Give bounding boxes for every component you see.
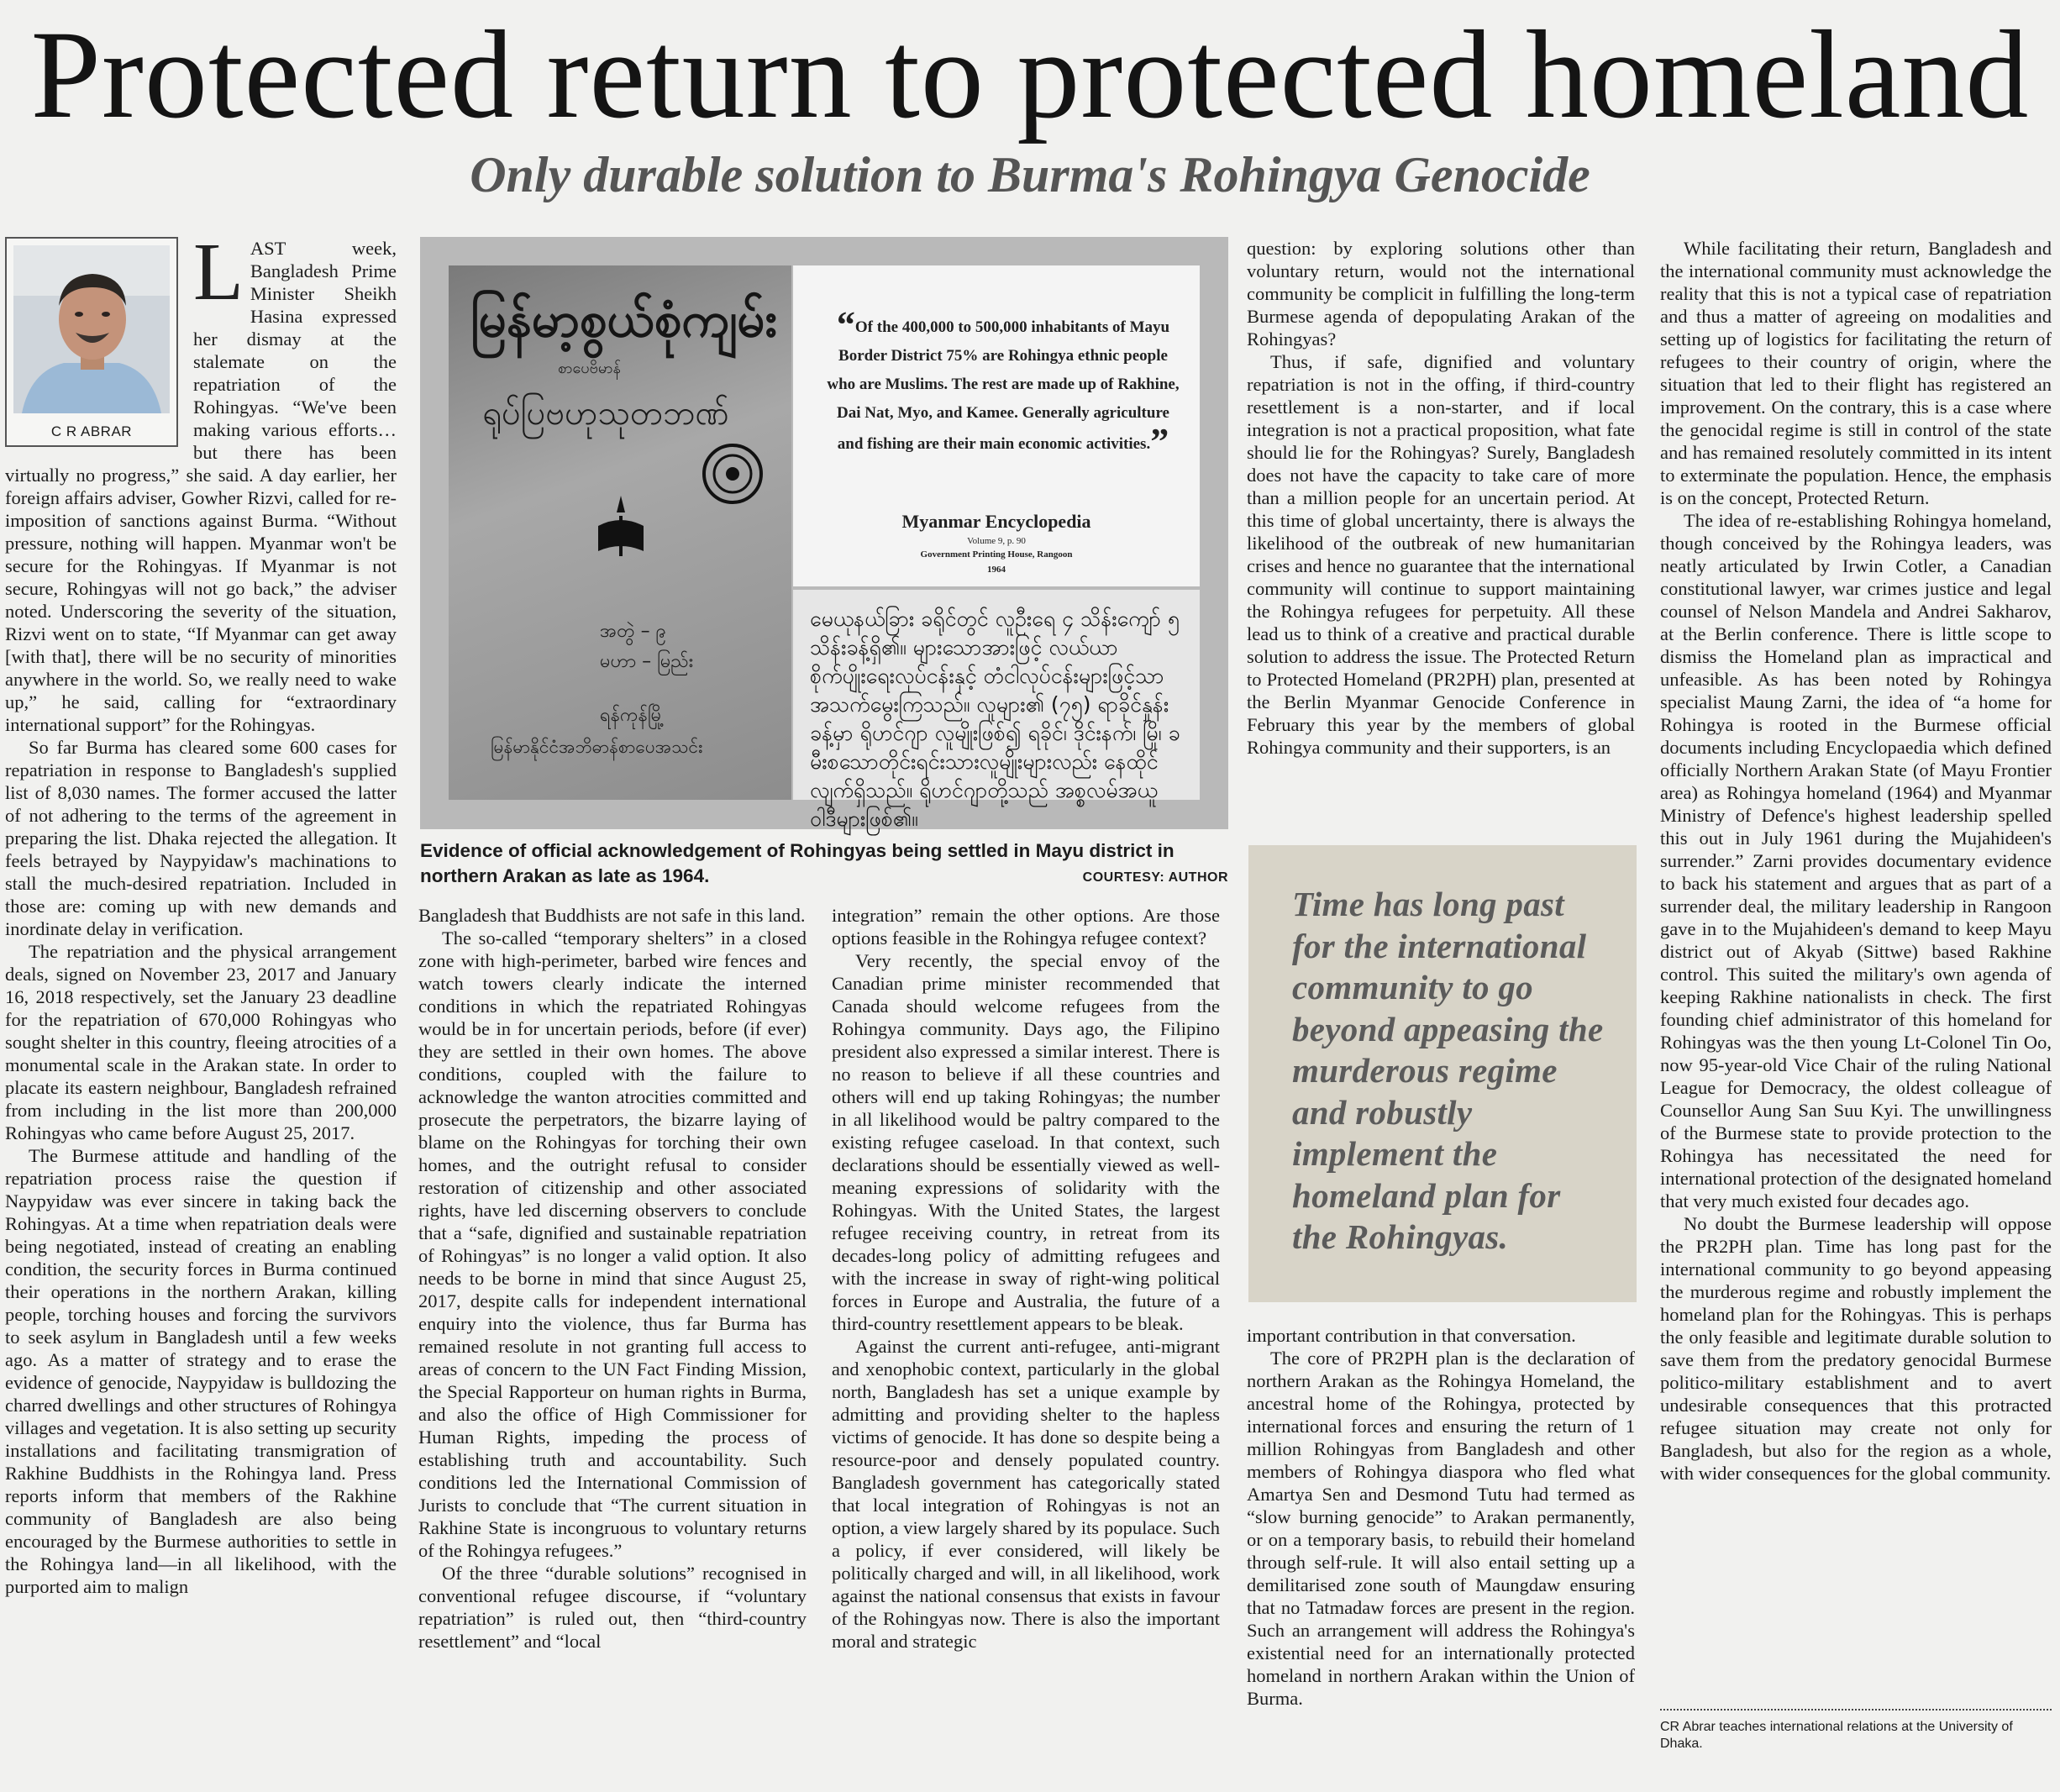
paragraph: The so-called “temporary shelters” in a closed zone with high-perimeter, barbed wire fences and watch towers clearly indicate the interned conditions in which the repatriated Rohingyas would be in for uncertain periods, before (if ever) they are settled in their own homes. The above conditions, coupled with the failure to acknowledge the wanton atrocities committed and prosecute the perpetrators, the bizarre laying of blame on the Rohingyas for torching their own homes, and the outright refusal to consider restoration of citizenship and other associated rights, have led discerning observers to conclude that a “safe, dignified and sustainable repatriation of Rohingyas” is no longer a valid option. It also needs to be borne in mind that since August 25, 2017, despite calls for independent international enquiry into the violence, thus far Burma has remained resolute in not granting full access to areas of concern to the UN Fact Finding Mission, the Special Rapporteur on human rights in Burma, and also the office of High Commissioner for Human Rights, impeding the process of establishing truth and accountability. Such conditions led the International Commission of Jurists to conclude that “The current situation in Rakhine State is incongruous to voluntary returns of the Rohingya refugees.” [418, 928, 807, 1561]
book-subtitle: စာပေဗိမာန် [558, 360, 621, 377]
subheadline: Only durable solution to Burma's Rohingya Genocide [470, 147, 1590, 202]
paragraph: important contribution in that conversation. [1247, 1325, 1576, 1346]
quote-source-year: 1964 [987, 565, 1006, 575]
paragraph: Bangladesh that Buddhists are not safe in this land. [418, 905, 806, 926]
quote-source: Myanmar Encyclopedia [901, 511, 1091, 532]
book-volume: အတွဲ – ၉ [600, 621, 666, 642]
author-photo [13, 245, 170, 413]
paragraph: So far Burma has cleared some 600 cases for repatriation in response to Bangladesh's supplied list of 8,030 names. The former accused the latter of not adhering to the terms of the agreement in preparing the list. Dhaka rejected the allegation. It feels betrayed by Naypyidaw's machinations to stall the much-desired repatriation. Included in those are: coming up with new demands and inordinate delay in verification. [5, 737, 397, 939]
drop-cap: L [193, 227, 244, 318]
quote-text [827, 304, 1180, 462]
book-city: ရန်ကုန်မြို့ [600, 705, 665, 726]
article-column-2 [418, 904, 807, 1653]
quote-source-volume: Volume 9, p. 90 [967, 536, 1026, 546]
pull-quote: Time has long past for the international community to go beyond appeasing the murderous regime and robustly implement the homeland plan for the Rohingyas. [1248, 845, 1637, 1302]
book-title: မြန်မာ့စွယ်စုံကျမ်း [470, 291, 778, 348]
paragraph: The core of PR2PH plan is the declaration of northern Arakan as the Rohingya Homeland, the ancestral home of the Rohingya, protected by international forces and ensuring the return of 1 million Rohingyas from Bangladesh and other members of Rohingya diaspora who fled what Amartya Sen and Desmond Tutu had termed as “slow burning genocide” to Arakan permanently, or on a temporary basis, to rebuild their homeland through self-rule. It will also entail setting up a demilitarised zone south of Maungdaw ensuring that no Tatmadaw forces are present in the region. Such an arrangement will address the Rohingya's existential need for an internationally protected homeland in northern Arakan within the Union of Burma. [1247, 1348, 1635, 1709]
article-column-1 [5, 227, 397, 1598]
quote-close-mark: ” [1150, 421, 1169, 462]
quote-body: Of the 400,000 to 500,000 inhabitants of Mayu Border District 75% are Rohingya ethnic people who are Muslims. The rest are made up of Rakhine, Dai Nat, Myo, and Kamee. Generally agriculture and fishing are their main economic activities. [827, 318, 1180, 453]
paragraph: The repatriation and the physical arrangement deals, signed on November 23, 2017 and January 16, 2018 respectively, set the January 23 deadline for the repatriation of 670,000 Rohingyas who sought shelter in this country, fleeing atrocities of a monumental scale in the Arakan state. In order to placate its eastern neighbour, Bangladesh refrained from including in the list more than 200,000 Rohingyas who came before August 25, 2017. [5, 941, 397, 1143]
paragraph: While facilitating their return, Bangladesh and the international community must acknowledge the reality that this is not a typical case of repatriation and thus a matter of agreeing on modalities and setting up of logistics for facilitating the return of refugees to their country of origin, where the situation that led to their flight has registered an improvement. On the contrary, this is a case where the genocidal regime is still in control of the state and has remained resolutely committed in its intent to exterminate the population. Hence, the emphasis is on the concept, Protected Return. [1660, 238, 2052, 508]
article-column-3 [832, 904, 1220, 1653]
photo-caption: Evidence of official acknowledgement of Rohingyas being settled in Mayu district in northern Arakan as late as 1964. [420, 840, 1175, 886]
article-column-5 [1660, 237, 2052, 1485]
author-byline: C R ABRAR [50, 423, 133, 439]
paragraph: Very recently, the special envoy of the Canadian prime minister recommended that Canada should welcome refugees from the Rohingya community. Days ago, the Filipino president also expressed a similar interest. There is no reason to believe if all these countries and others will end up taking Rohingyas; the number in all likelihood would be paltry compared to the existing refugee caseload. In that context, such declarations should be essentially viewed as well-meaning expressions of solidarity with the Rohingyas. With the United States, the largest refugee receiving country, in retreat from its decades-long policy of admitting refugees and with the increase in sway of right-wing political forces in Europe and Australia, the future of a third-country resettlement appears to be bleak. [832, 950, 1220, 1334]
article-column-4-continued [1247, 1324, 1635, 1710]
paragraph: integration” remain the other options. Are those options feasible in the Rohingya refugee context? [832, 905, 1220, 949]
book-range: မဟာ – မြည်း [600, 651, 694, 672]
quote-open-mark: “ [836, 304, 855, 345]
article-column-4 [1247, 237, 1635, 759]
paragraph: The Burmese attitude and handling of the repatriation process raise the question if Naypyidaw was ever sincere in taking back the Rohingyas. At a time when repatriation deals were being negotiated, instead of creating an enabling condition, the security forces in Burma continued their operations in the northern Arakan, killing people, torching houses and forcing the survivors to seek asylum in Bangladesh until a few weeks ago. As a matter of strategy and to erase the evidence of genocide, Naypyidaw is bulldozing the charred dwellings and other structures of Rohingya villages and vegetation. It is also setting up security installations and facilitating transmigration of Rakhine Buddhists in the Rohingya land. Press reports inform that members of the Rakhine community of Bangladesh are also being encouraged by the Burmese authorities to settle in the Rohingya land—in all likelihood, with the purported aim to malign [5, 1145, 397, 1597]
encyclopedia-cover [449, 265, 791, 800]
paragraph: question: by exploring solutions other than voluntary return, would not the international community be complicit in fulfilling the long-term Burmese agenda of depopulating Arakan of the Rohingyas? [1247, 238, 1635, 349]
author-photo-frame [5, 237, 178, 447]
paragraph: Against the current anti-refugee, anti-migrant and xenophobic context, particularly in the global north, Bangladesh has set a unique example by admitting and providing shelter to the hapless victims of genocide. It has done so despite being a resource-poor and densely populated country. Bangladesh government has categorically stated that local integration of Rohingyas is not an option, a view largely shared by its populace. Such a policy, if ever considered, will likely be politically charged and will, in all likelihood, work against the national consensus that exists in favour of the Rohingyas now. There is also the important moral and strategic [832, 1336, 1220, 1652]
encyclopedia-quote [793, 265, 1200, 586]
evidence-photo [420, 237, 1228, 829]
paragraph: No doubt the Burmese leadership will oppose the PR2PH plan. Time has long past for the international community to go beyond appeasing the murderous regime and robustly implement the homeland plan for the Rohingyas. This is perhaps the only feasible and legitimate durable solution to save them from the predatory genocidal Burmese politico-military establishment and to avert undesirable consequences that this protracted refugee situation may create not only for Bangladesh, but also for the region as a whole, with wider consequences for the global community. [1660, 1213, 2052, 1484]
book-subtitle: ရုပ်ပြဗဟုသုတဘဏ် [482, 394, 729, 433]
headline: Protected return to protected homeland [30, 5, 2030, 145]
divider [1660, 1709, 2052, 1711]
myanmar-text-excerpt: မေယုနယ်ခြား ခရိုင်တွင် လူဦးရေ ၄ သိန်းကျော် ၅ သိန်းခန့်ရှိ၏။ များသောအားဖြင့် လယ်ယာစိုက်ပျိုးရေးလုပ်ငန်းနှင့် တံငါလုပ်ငန်းများဖြင့်သာ အသက်မွေးကြသည်။ လူများ၏ (၇၅) ရာခိုင်နှုန်းခန့်မှာ ရိုဟင်ဂျာ လူမျိုးဖြစ်၍ ရခိုင်၊ ဒိုင်းနက်၊ မြို၊ ခမီးစသောတိုင်းရင်းသားလူမျိုးများလည်း နေထိုင်လျက်ရှိသည်။ ရိုဟင်ဂျာတို့သည် အစ္စလမ်အယူဝါဒီများဖြစ်၏။ [793, 590, 1200, 800]
book-emblem-icon [591, 492, 650, 560]
quote-source-publisher: Government Printing House, Rangoon [920, 549, 1073, 560]
paragraph: The idea of re-establishing Rohingya homeland, though conceived by the Rohingya leaders, was neatly articulated by Irwin Cotler, a Canadian constitutional lawyer, war crimes justice and legal counsel of Nelson Mandela and Andrei Sakharov, at the Berlin conference. There is little scope to dismiss the Homeland plan as impractical and unfeasible. As has been noted by Rohingya specialist Maung Zarni, the idea of “a home for Rohingya is rooted in the Burmese official documents including Encyclopaedia which defined officially Northern Arakan State (of Mayu Frontier area) as Rohingya homeland (1964) and Myanmar Ministry of Defence's highest leadership spelled this out in July 1961 during the Mujahideen's surrender.” Zarni provides documentary evidence to back his statement and argues that as part of a surrender deal, the military leadership in Rangoon gave in to the Mujahideen's demand to keep Mayu district out of Akyab (Sittwe) based Rakhine control. This suited the military's own agenda of keeping Rakhine nationalists in check. The first founding chief administrator of this homeland for Rohingyas was the then young Lt-Colonel Tin Oo, now 95-year-old Vice Chair of the ruling National League for Democracy, the oldest colleague of Counsellor Aung San Suu Kyi. The unwillingness of the Burmese state to provide protection to the Rohingya has necessitated the need for international protection of the designated homeland that very much existed four decades ago. [1660, 510, 2052, 1211]
book-publisher: မြန်မာနိုင်ငံအဘိဓာန်စာပေအသင်း [491, 737, 703, 757]
paragraph: AST week, Bangladesh Prime Minister Sheikh Hasina expressed her dismay at the stalemate on the repatriation of the Rohingyas. “We've been making various efforts… but there has been virtually no progress,” she said. A day earlier, her foreign affairs adviser, Gowher Rizvi, called for re-imposition of sanctions against Burma. “Without pressure, nothing will happen. Myanmar won't be secure for the Rohingyas. If Myanmar is not secure, Rohingyas will not go back,” the adviser noted. Underscoring the severity of the situation, Rizvi went on to state, “If Myanmar can get away [with that], there will be no security of minorities anywhere in the world. So, we really need to wake up,” he said, calling for “extraordinary international support” for the Rohingyas. [5, 238, 397, 735]
publisher-seal-icon [701, 442, 765, 506]
photo-credit: COURTESY: AUTHOR [1082, 870, 1228, 885]
paragraph: Thus, if safe, dignified and voluntary repatriation is not in the offing, if third-country resettlement is a non-starter, and if local integration is not a practical proposition, what fate should lie for the Rohingyas? Surely, Bangladesh does not have the capacity to take care of more than a million people for an uncertain period. At this time of global uncertainty, there is always the likelihood of the outbreak of new humanitarian crises and hence no guarantee that the international community will continue to support maintaining the Rohingya refugees for perpetuity. All these lead us to think of a creative and practical durable solution to address the issue. The Protected Return to Protected Homeland (PR2PH) plan, presented at the Berlin Myanmar Genocide Conference in February this year by the members of global Rohingya community and their supporters, is an [1247, 351, 1635, 758]
paragraph: Of the three “durable solutions” recognised in conventional refugee discourse, if “voluntary repatriation” is ruled out, then “third-country resettlement” and “local [418, 1563, 807, 1652]
author-bio: CR Abrar teaches international relations at the University of Dhaka. [1660, 1720, 2013, 1751]
